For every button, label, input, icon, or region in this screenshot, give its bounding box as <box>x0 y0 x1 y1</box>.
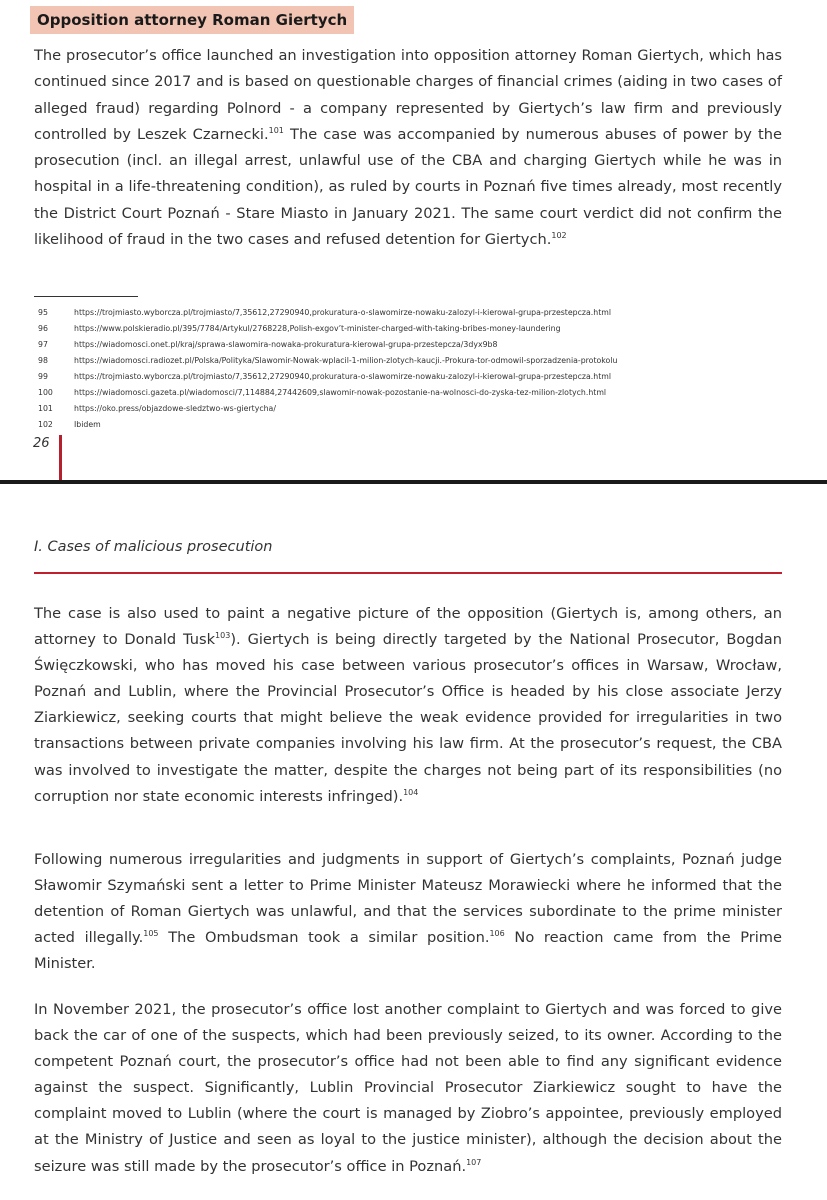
footnote-reference[interactable]: 104 <box>403 787 419 797</box>
footnote-list <box>34 305 814 433</box>
footnote-reference[interactable]: 107 <box>466 1157 482 1167</box>
document-page-top <box>0 0 827 482</box>
footnote-item <box>34 385 814 401</box>
body-paragraph <box>34 601 782 810</box>
chapter-title-rule <box>34 572 782 574</box>
footnote-link[interactable]: https://trojmiasto.wyborcza.pl/trojmiasto/7,35612,27290940,prokuratura-o-slawomirze-nowaku-zalozyl-i-kierowal-grupa-przestepcza.html <box>74 372 612 381</box>
body-paragraph <box>34 847 782 977</box>
footnote-reference[interactable]: 101 <box>268 126 284 136</box>
section-heading: Opposition attorney Roman Giertych <box>30 6 354 34</box>
paragraph-text: The prosecutor’s office launched an investigation into opposition attorney Roman Giertych, which has continued since 2017 and is based on questionable charges of financial crimes (aiding in two cases of alleged fraud) regarding Polnord - a company represented by Giertych’s law firm and previously controlled by Leszek Czarnecki. <box>34 47 782 143</box>
footnote-link[interactable]: https://oko.press/objazdowe-sledztwo-ws-giertycha/ <box>74 404 276 413</box>
footnote-item <box>34 369 814 385</box>
footnote-link[interactable]: https://wiadomosci.radiozet.pl/Polska/Polityka/Slawomir-Nowak-wplacil-1-milion-zlotych-kaucji.-Prokura-tor-odmowil-sporzadzenia-protokolu <box>74 356 618 365</box>
paragraph-text: The case was accompanied by numerous abuses of power by the prosecution (incl. an illegal arrest, unlawful use of the CBA and charging Giertych while he was in hospital in a life-threatening condition), as ruled by courts in Poznań five times already, most recently the District Court Poznań - Stare Miasto in January 2021. The same court verdict did not confirm the likelihood of fraud in the two cases and refused detention for Giertych. <box>34 125 782 249</box>
footnote-item <box>34 353 814 369</box>
footnote-reference[interactable]: 106 <box>489 929 505 939</box>
footnote-number: 99 <box>38 372 48 381</box>
footnote-link[interactable]: https://www.polskieradio.pl/395/7784/Artykul/2768228,Polish-exgov’t-minister-charged-with-taking-bribes-money-laundering <box>74 324 561 333</box>
footnote-link[interactable]: https://wiadomosci.onet.pl/kraj/sprawa-slawomira-nowaka-prokuratura-kierowal-grupa-przestepcza/3dyx9b8 <box>74 340 498 349</box>
paragraph-text: The case is also used to paint a negative picture of the opposition (Giertych is, among others, an attorney to Donald Tusk <box>34 605 782 649</box>
chapter-title: I. Cases of malicious prosecution <box>34 539 273 555</box>
footnote-reference[interactable]: 103 <box>215 631 231 641</box>
footnote-number: 96 <box>38 324 48 333</box>
footnote-number: 95 <box>38 308 48 317</box>
paragraph-text: Following numerous irregularities and judgments in support of Giertych’s complaints, Poznań judge Sławomir Szymański sent a letter to Prime Minister Mateusz Morawiecki where he informed that the detention of Roman Giertych was unlawful, and that the services subordinate to the prime minister acted illegally. <box>34 851 782 947</box>
footnote-reference[interactable]: 102 <box>551 231 567 241</box>
page-number: 26 <box>33 436 50 451</box>
footnote-item <box>34 321 814 337</box>
footnote-item <box>34 401 814 417</box>
footnote-link[interactable]: https://trojmiasto.wyborcza.pl/trojmiasto/7,35612,27290940,prokuratura-o-slawomirze-nowaku-zalozyl-i-kierowal-grupa-przestepcza.html <box>74 308 612 317</box>
body-paragraph <box>34 43 782 253</box>
footnote-item <box>34 417 814 433</box>
footnote-divider <box>34 296 138 297</box>
footnote-number: 98 <box>38 356 48 365</box>
footnote-number: 102 <box>38 420 53 429</box>
footnote-link[interactable]: https://wiadomosci.gazeta.pl/wiadomosci/7,114884,27442609,slawomir-nowak-pozostanie-na-wolnosci-do-zyska-tez-milion-zlotych.html <box>74 388 607 397</box>
paragraph-text: In November 2021, the prosecutor’s office lost another complaint to Giertych and was forced to give back the car of one of the suspects, which had been previously seized, to its owner. According to the competent Poznań court, the prosecutor’s office had not been able to find any significant evidence against the suspect. Significantly, Lublin Provincial Prosecutor Ziarkiewicz sought to have the complaint moved to Lublin (where the court is managed by Ziobro’s appointee, previously employed at the Ministry of Justice and seen as loyal to the justice minister), although the decision about the seizure was still made by the prosecutor’s office in Poznań. <box>34 1001 782 1175</box>
body-paragraph <box>34 997 782 1180</box>
footnote-number: 100 <box>38 388 53 397</box>
footnote-number: 101 <box>38 404 53 413</box>
page-marker-bar <box>59 435 62 480</box>
paragraph-text: The Ombudsman took a similar position. <box>158 929 490 947</box>
footnote-number: 97 <box>38 340 48 349</box>
footnote-item <box>34 337 814 353</box>
document-page-bottom <box>0 484 827 1200</box>
footnote-item <box>34 305 814 321</box>
paragraph-text: ). Giertych is being directly targeted by the National Prosecutor, Bogdan Święczkowski, who has moved his case between various prosecutor’s offices in Warsaw, Wrocław, Poznań and Lublin, where the Provincial Prosecutor’s Office is headed by his close associate Jerzy Ziarkiewicz, seeking courts that might believe the weak evidence provided for irregularities in two transactions between private companies involving his law firm. At the prosecutor’s request, the CBA was involved to investigate the matter, despite the charges not being part of its responsibilities (no corruption nor state economic interests infringed). <box>34 631 782 805</box>
footnote-text: Ibidem <box>74 420 101 429</box>
footnote-reference[interactable]: 105 <box>143 929 159 939</box>
paragraph-text: No reaction came from the Prime Minister. <box>34 929 782 973</box>
